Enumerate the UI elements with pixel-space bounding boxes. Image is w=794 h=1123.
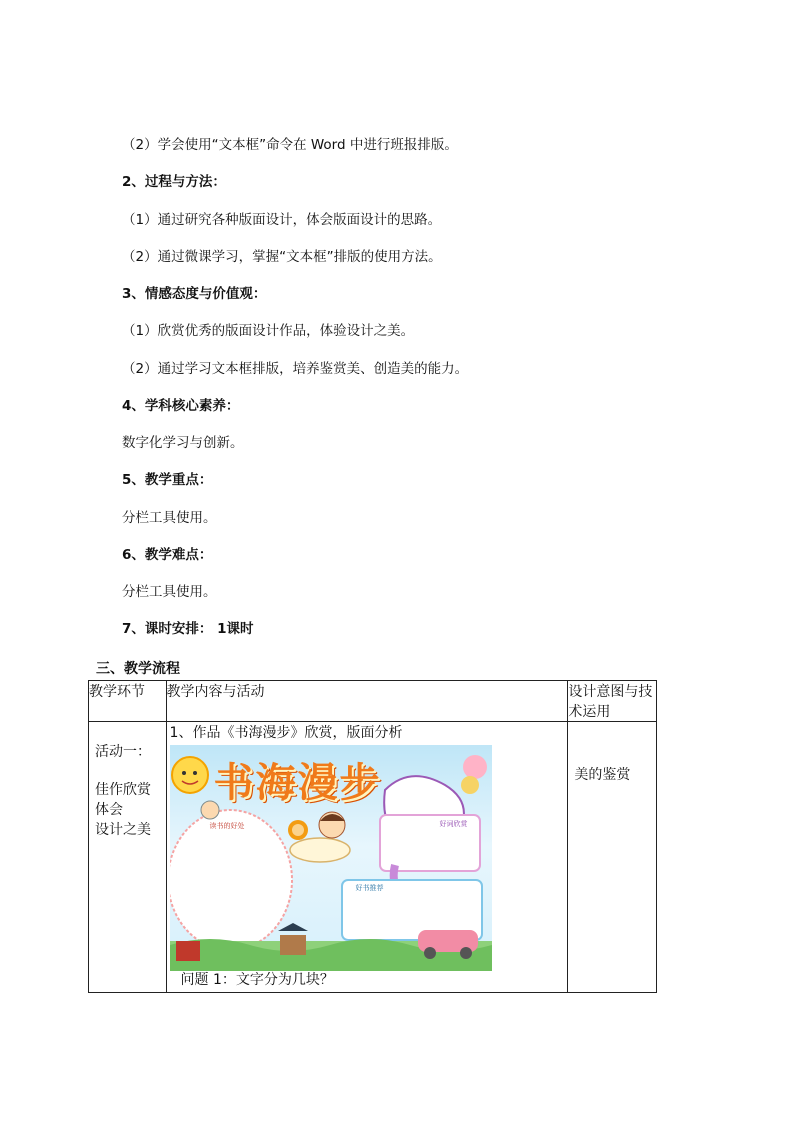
objective-line: 分栏工具使用。 bbox=[122, 510, 217, 526]
objective-line: 数字化学习与创新。 bbox=[122, 435, 244, 451]
header-cell: 教学环节 bbox=[89, 681, 167, 722]
activity-desc: 佳作欣赏体会 bbox=[95, 782, 151, 818]
objective-heading: 2、过程与方法： bbox=[122, 174, 226, 190]
intent-cell bbox=[568, 722, 657, 993]
objective-line: 分栏工具使用。 bbox=[122, 584, 217, 600]
question-text: 问题 1：文字分为几块？ bbox=[180, 972, 334, 988]
content-cell bbox=[166, 722, 568, 993]
objective-line: （1）欣赏优秀的版面设计作品，体验设计之美。 bbox=[122, 323, 415, 339]
activity-name: 活动一： bbox=[95, 744, 151, 760]
poster-panel-title: 好书推荐 bbox=[355, 884, 384, 892]
objective-heading: 4、学科核心素养： bbox=[122, 398, 240, 414]
activity-desc: 设计之美 bbox=[95, 822, 151, 838]
table-header-row bbox=[89, 681, 657, 722]
poster-title: 书海漫步 bbox=[213, 759, 382, 806]
header-cell: 设计意图与技术运用 bbox=[568, 681, 657, 722]
content-heading: 1、作品《书海漫步》欣赏，版面分析 bbox=[169, 725, 403, 741]
poster-panel-title: 读书的好处 bbox=[209, 822, 245, 830]
objective-line: （2）学会使用“文本框”命令在 Word 中进行班报排版。 bbox=[122, 137, 458, 153]
objective-heading: 7、课时安排： 1课时 bbox=[122, 621, 254, 637]
poster-image bbox=[170, 745, 492, 971]
objective-heading: 6、教学难点： bbox=[122, 547, 213, 563]
section-title: 三、教学流程 bbox=[96, 661, 180, 677]
objective-heading: 5、教学重点： bbox=[122, 472, 213, 488]
table-row bbox=[89, 722, 657, 993]
intent-text: 美的鉴赏 bbox=[574, 767, 631, 783]
header-cell: 教学内容与活动 bbox=[166, 681, 568, 722]
objective-line: （2）通过学习文本框排版，培养鉴赏美、创造美的能力。 bbox=[122, 361, 469, 377]
teaching-flow-table bbox=[88, 680, 657, 993]
objective-line: （2）通过微课学习，掌握“文本框”排版的使用方法。 bbox=[122, 249, 442, 265]
objective-heading: 3、情感态度与价值观： bbox=[122, 286, 267, 302]
activity-cell bbox=[89, 722, 167, 993]
objective-line: （1）通过研究各种版面设计，体会版面设计的思路。 bbox=[122, 212, 442, 228]
poster-panel-title: 好词欣赏 bbox=[439, 820, 468, 828]
